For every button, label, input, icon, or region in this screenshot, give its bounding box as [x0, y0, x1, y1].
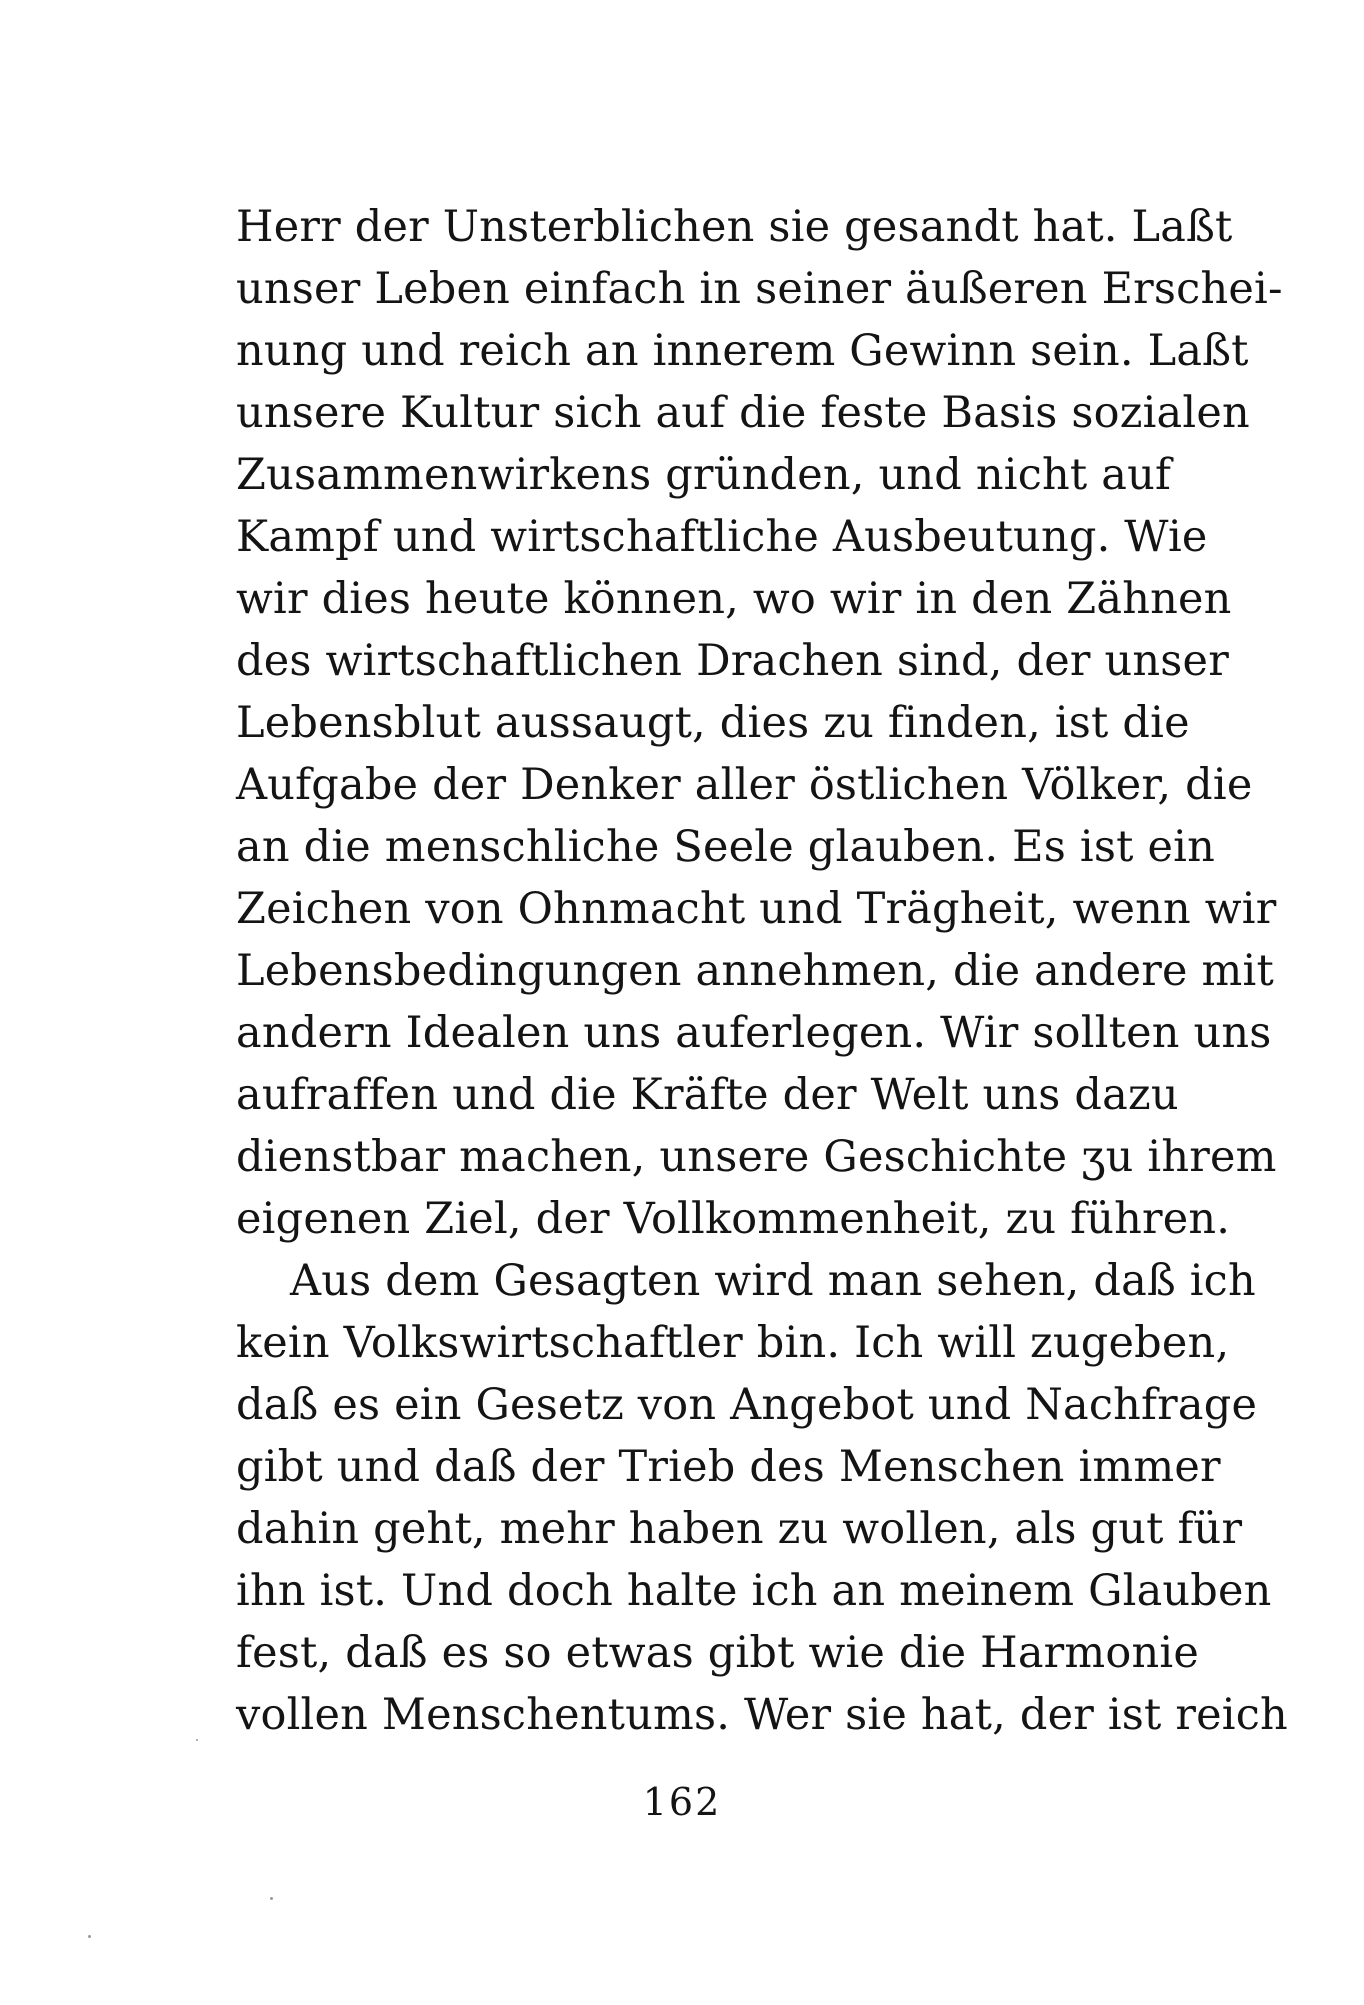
text-line: Herr der Unsterblichen sie gesandt hat. Laßt — [236, 202, 1233, 252]
text-line: Zusammenwirkens gründen, und nicht auf — [236, 450, 1172, 500]
page-number: 162 — [642, 1780, 722, 1824]
text-line: aufraffen und die Kräfte der Welt uns dazu — [236, 1070, 1179, 1120]
paragraph-2 — [236, 1250, 1288, 1746]
text-line: Aus dem Gesagten wird man sehen, daß ich — [290, 1256, 1256, 1306]
text-line: gibt und daß der Trieb des Menschen immer — [236, 1442, 1221, 1492]
text-line: nung und reich an innerem Gewinn sein. Laßt — [236, 326, 1249, 376]
body-text — [236, 196, 1288, 1746]
text-line: Kampf und wirtschaftliche Ausbeutung. Wie — [236, 512, 1208, 562]
text-line: ihn ist. Und doch halte ich an meinem Glauben — [236, 1566, 1272, 1616]
text-line: dahin geht, mehr haben zu wollen, als gut für — [236, 1504, 1243, 1554]
text-line: unser Leben einfach in seiner äußeren Erschei- — [236, 264, 1283, 314]
text-line: Zeichen von Ohnmacht und Trägheit, wenn wir — [236, 884, 1277, 934]
text-line: andern Idealen uns auferlegen. Wir sollten uns — [236, 1008, 1272, 1058]
text-line: Lebensblut aussaugt, dies zu finden, ist die — [236, 698, 1190, 748]
text-line: vollen Menschentums. Wer sie hat, der ist reich — [236, 1690, 1288, 1740]
text-line: Lebensbedingungen annehmen, die andere mit — [236, 946, 1274, 996]
text-line: daß es ein Gesetz von Angebot und Nachfrage — [236, 1380, 1258, 1430]
text-line: fest, daß es so etwas gibt wie die Harmonie — [236, 1628, 1199, 1678]
paragraph-1 — [236, 196, 1283, 1250]
text-line: unsere Kultur sich auf die feste Basis sozialen — [236, 388, 1250, 438]
text-line: dienstbar machen, unsere Geschichte ʒu ihrem — [236, 1132, 1277, 1182]
paper-speck — [270, 1897, 273, 1900]
text-line: an die menschliche Seele glauben. Es ist ein — [236, 822, 1215, 872]
paper-speck — [88, 1935, 91, 1938]
text-line: kein Volkswirtschaftler bin. Ich will zugeben, — [236, 1318, 1230, 1368]
text-line: Aufgabe der Denker aller östlichen Völker, die — [236, 760, 1253, 810]
text-line: des wirtschaftlichen Drachen sind, der unser — [236, 636, 1229, 686]
paper-speck — [196, 1739, 198, 1741]
text-line: wir dies heute können, wo wir in den Zähnen — [236, 574, 1232, 624]
text-line: eigenen Ziel, der Vollkommenheit, zu führen. — [236, 1194, 1231, 1244]
